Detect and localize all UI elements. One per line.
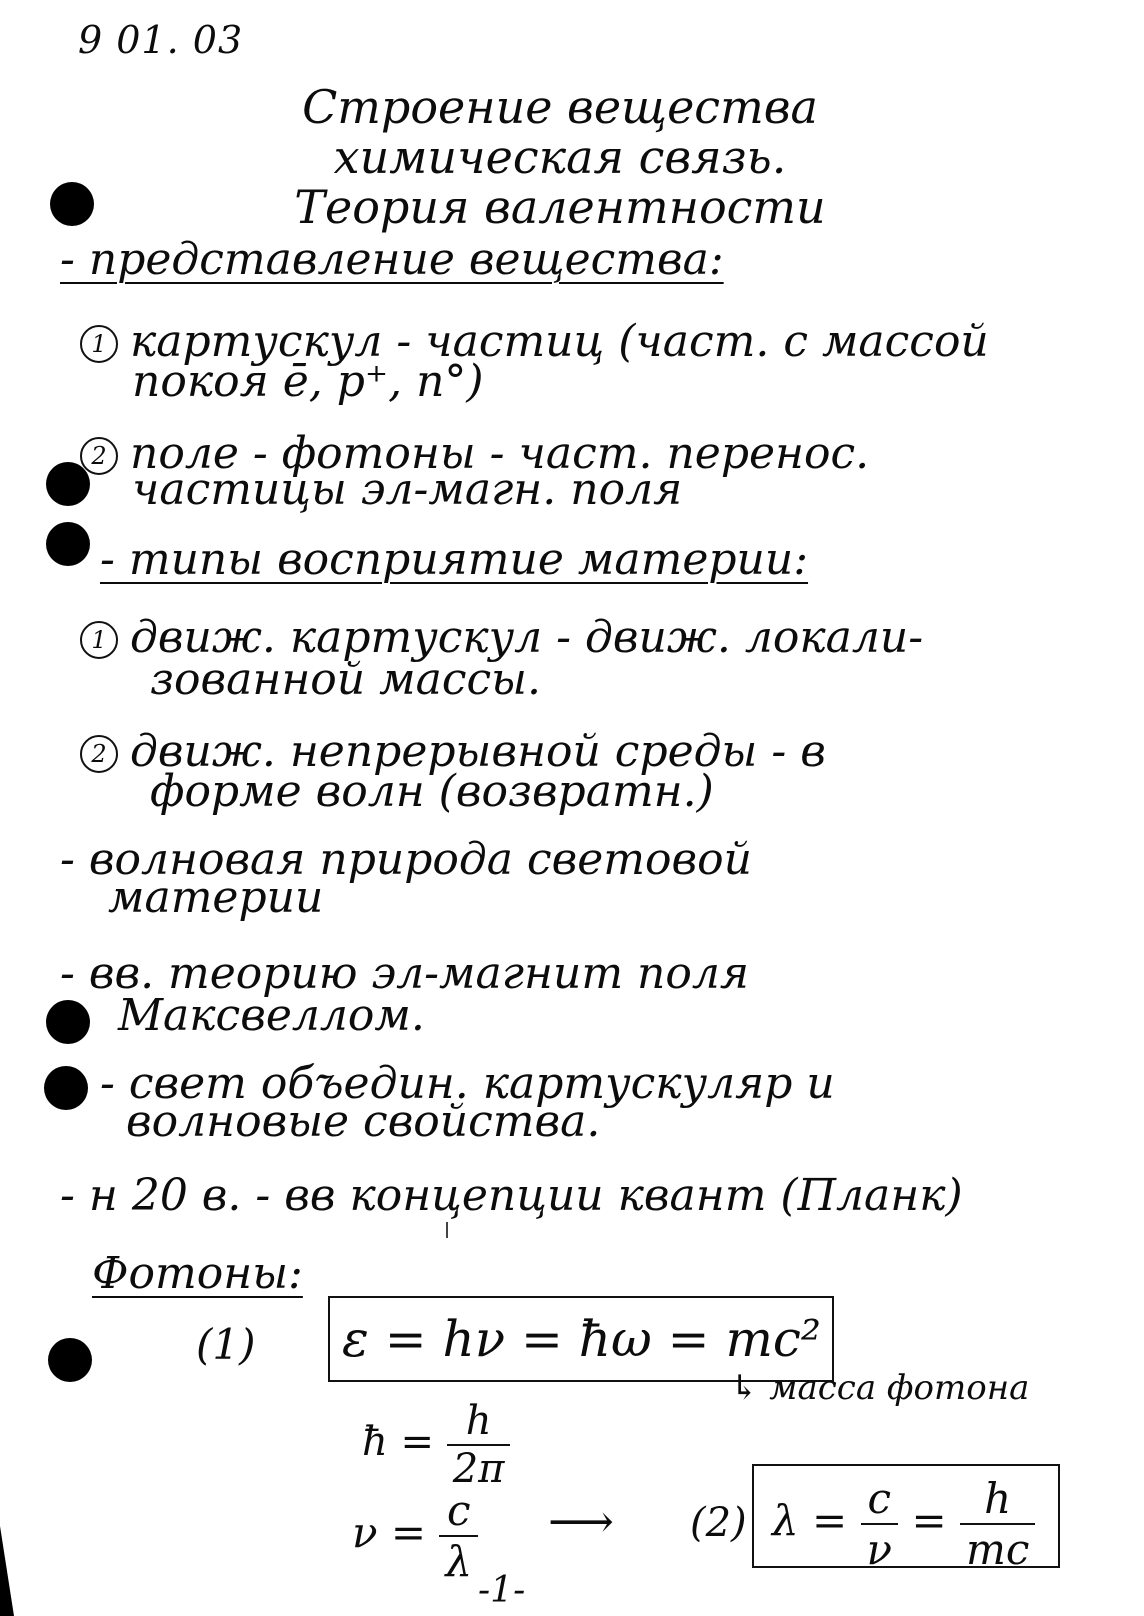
- numerator: c: [861, 1474, 899, 1525]
- fraction: [447, 1398, 511, 1492]
- denominator: ν: [866, 1525, 893, 1574]
- numerator: h: [960, 1474, 1035, 1525]
- page-number: -1-: [478, 1570, 526, 1611]
- pen-mark: [446, 1222, 448, 1238]
- section-heading: Фотоны:: [92, 1248, 303, 1299]
- formula-hbar: [362, 1398, 510, 1492]
- item-number: 2: [80, 735, 118, 773]
- fraction: [439, 1486, 478, 1586]
- note-text: форме волн (возвратн.): [150, 766, 714, 817]
- note-text: движ. непрерывной среды - в: [130, 726, 826, 777]
- formula-frequency: [352, 1486, 478, 1586]
- note-text: волновые свойства.: [126, 1096, 601, 1147]
- denominator: 2π: [452, 1446, 505, 1492]
- note-text: покоя ē, p⁺, n°): [132, 356, 484, 407]
- punch-hole-dot: [46, 522, 90, 566]
- date: 9 01. 03: [78, 18, 244, 62]
- formula-lhs: ν =: [352, 1508, 427, 1557]
- title-line-3: Теория валентности: [294, 180, 826, 234]
- formula-label: (1): [196, 1320, 256, 1369]
- punch-hole-dot: [50, 182, 94, 226]
- note-text: картускул - частиц (част. с массой: [130, 316, 989, 367]
- note-text: - вв. теорию эл-магнит поля: [60, 948, 750, 999]
- punch-hole-dot: [48, 1338, 92, 1382]
- section-heading: - типы восприятие материи:: [100, 534, 809, 585]
- note-text: - свет объедин. картускуляр и: [100, 1058, 835, 1109]
- note-line: [60, 236, 1120, 284]
- formula-wavelength: [772, 1474, 1035, 1574]
- page-title: [150, 82, 970, 232]
- item-number: 1: [80, 325, 118, 363]
- note-text: материи: [108, 872, 324, 923]
- note-text: - н 20 в. - вв концепции квант (Планк): [60, 1170, 963, 1221]
- note-text: зованной массы.: [150, 654, 541, 705]
- numerator: h: [447, 1398, 511, 1446]
- punch-hole-dot: [46, 1000, 90, 1044]
- item-number: 1: [80, 621, 118, 659]
- punch-hole-dot: [44, 1066, 88, 1110]
- equals-sign: =: [911, 1496, 947, 1545]
- note-line: [92, 1250, 1144, 1298]
- denominator: mc: [966, 1525, 1030, 1574]
- note-line: [100, 536, 1144, 584]
- note-text: - волновая природа световой: [60, 834, 752, 885]
- arrow-icon: ⟶: [548, 1494, 614, 1548]
- note-text: частицы эл-магн. поля: [132, 464, 683, 515]
- numerator: c: [439, 1486, 478, 1537]
- formula-label: (2): [690, 1500, 747, 1546]
- note-text: Максвеллом.: [118, 990, 425, 1041]
- formula-energy: ε = hν = ħω = mc²: [342, 1310, 821, 1368]
- note-text: движ. картускул - движ. локали-: [130, 612, 924, 663]
- fraction: [861, 1474, 899, 1574]
- formula-lhs: ħ =: [362, 1419, 434, 1465]
- item-number: 2: [80, 437, 118, 475]
- formula-note: ↳ масса фотона: [730, 1368, 1030, 1408]
- scan-edge-mark: [0, 1526, 14, 1616]
- section-heading: - представление вещества:: [60, 234, 724, 285]
- title-line-1: Строение вещества: [302, 80, 818, 134]
- fraction: [960, 1474, 1035, 1574]
- note-text: поле - фотоны - част. перенос.: [130, 428, 870, 479]
- formula-lhs: λ =: [772, 1496, 848, 1545]
- title-line-2: химическая связь.: [333, 130, 787, 184]
- denominator: λ: [445, 1537, 473, 1586]
